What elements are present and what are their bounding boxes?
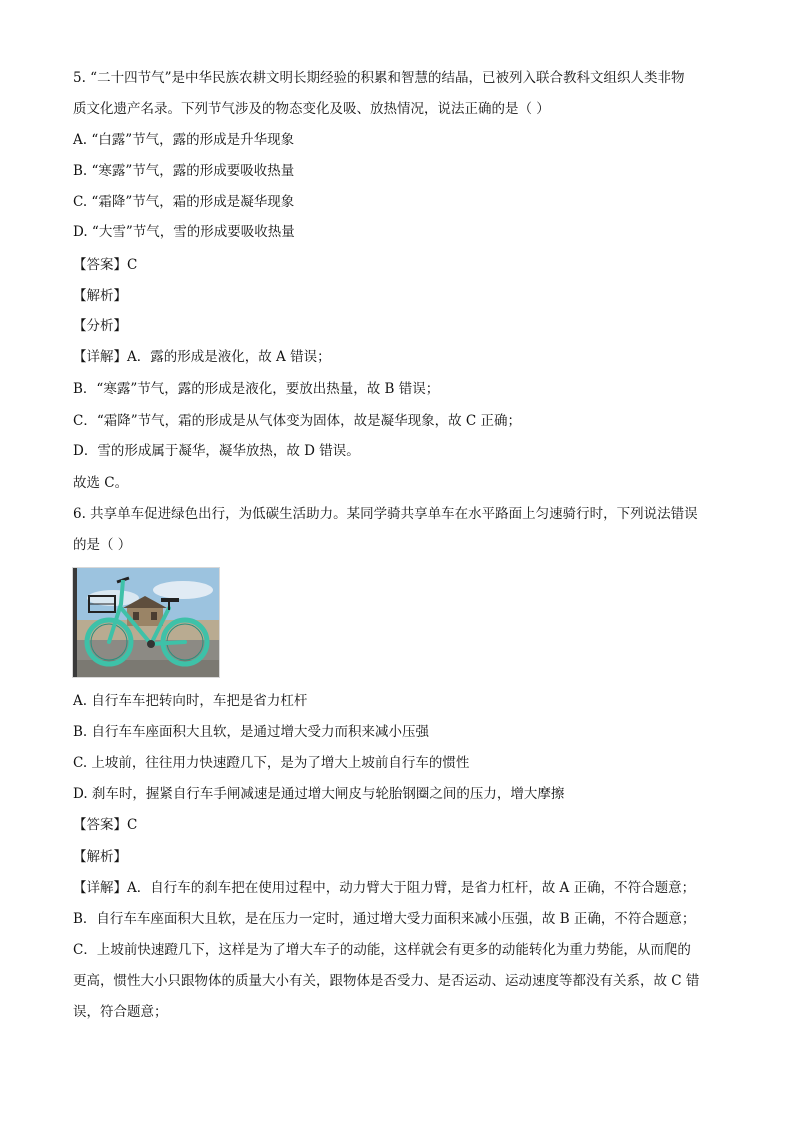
q6-detail-line-1: 【详解】A．自行车的刹车把在使用过程中，动力臂大于阻力臂，是省力杠杆，故 A 正确，不符合题意； bbox=[73, 880, 696, 896]
q6-option-d: D. 刹车时，握紧自行车手闸减速是通过增大闸皮与轮胎钢圈之间的压力，增大摩擦 bbox=[73, 786, 565, 802]
q5-option-d: D. “大雪”节气，雪的形成要吸收热量 bbox=[73, 224, 295, 240]
q6-option-a: A. 自行车车把转向时，车把是省力杠杆 bbox=[73, 693, 308, 709]
q6-jiexi-heading: 【解析】 bbox=[73, 849, 127, 865]
q6-detail-line-2: B．自行车车座面积大且软，是在压力一定时，通过增大受力面积来减小压强，故 B 正确，不符合题意； bbox=[73, 911, 696, 927]
q5-fenxi-heading: 【分析】 bbox=[73, 318, 127, 334]
q5-stem-line-2: 质文化遗产名录。下列节气涉及的物态变化及吸、放热情况，说法正确的是（ ） bbox=[73, 101, 550, 117]
q6-answer: 【答案】C bbox=[73, 817, 138, 833]
q6-option-c: C. 上坡前，往往用力快速蹬几下，是为了增大上坡前自行车的惯性 bbox=[73, 755, 470, 771]
q5-conclusion: 故选 C。 bbox=[73, 475, 129, 491]
q5-option-c: C. “霜降”节气，霜的形成是凝华现象 bbox=[73, 194, 295, 210]
q6-detail-line-4: 更高，惯性大小只跟物体的质量大小有关，跟物体是否受力、是否运动、运动速度等都没有关系，故 C 错 bbox=[73, 973, 700, 989]
q5-answer: 【答案】C bbox=[73, 257, 138, 273]
q5-option-b: B. “寒露”节气，露的形成要吸收热量 bbox=[73, 163, 295, 179]
q5-stem-line-1: 5. “二十四节气”是中华民族农耕文明长期经验的积累和智慧的结晶，已被列入联合教科文组织人类非物 bbox=[73, 70, 685, 86]
q6-stem-line-2: 的是（ ） bbox=[73, 537, 132, 553]
q5-detail-line-2: B．“寒露”节气，露的形成是液化，要放出热量，故 B 错误； bbox=[73, 381, 440, 397]
q5-detail-line-4: D．雪的形成属于凝华，凝华放热，故 D 错误。 bbox=[73, 443, 360, 459]
q6-stem-line-1: 6. 共享单车促进绿色出行，为低碳生活助力。某同学骑共享单车在水平路面上匀速骑行时，下列说法错误 bbox=[73, 506, 698, 522]
shared-bike-photo bbox=[72, 567, 220, 678]
q6-detail-line-3: C．上坡前快速蹬几下，这样是为了增大车子的动能，这样就会有更多的动能转化为重力势能，从而爬的 bbox=[73, 942, 691, 958]
q6-detail-line-5: 误，符合题意； bbox=[73, 1004, 168, 1020]
q5-detail-line-1: 【详解】A．露的形成是液化，故 A 错误； bbox=[73, 349, 331, 365]
q5-detail-line-3: C．“霜降”节气，霜的形成是从气体变为固体，故是凝华现象，故 C 正确； bbox=[73, 413, 522, 429]
q6-option-b: B. 自行车车座面积大且软，是通过增大受力而积来减小压强 bbox=[73, 724, 430, 740]
q5-jiexi-heading: 【解析】 bbox=[73, 288, 127, 304]
q5-option-a: A. “白露”节气，露的形成是升华现象 bbox=[73, 132, 295, 148]
